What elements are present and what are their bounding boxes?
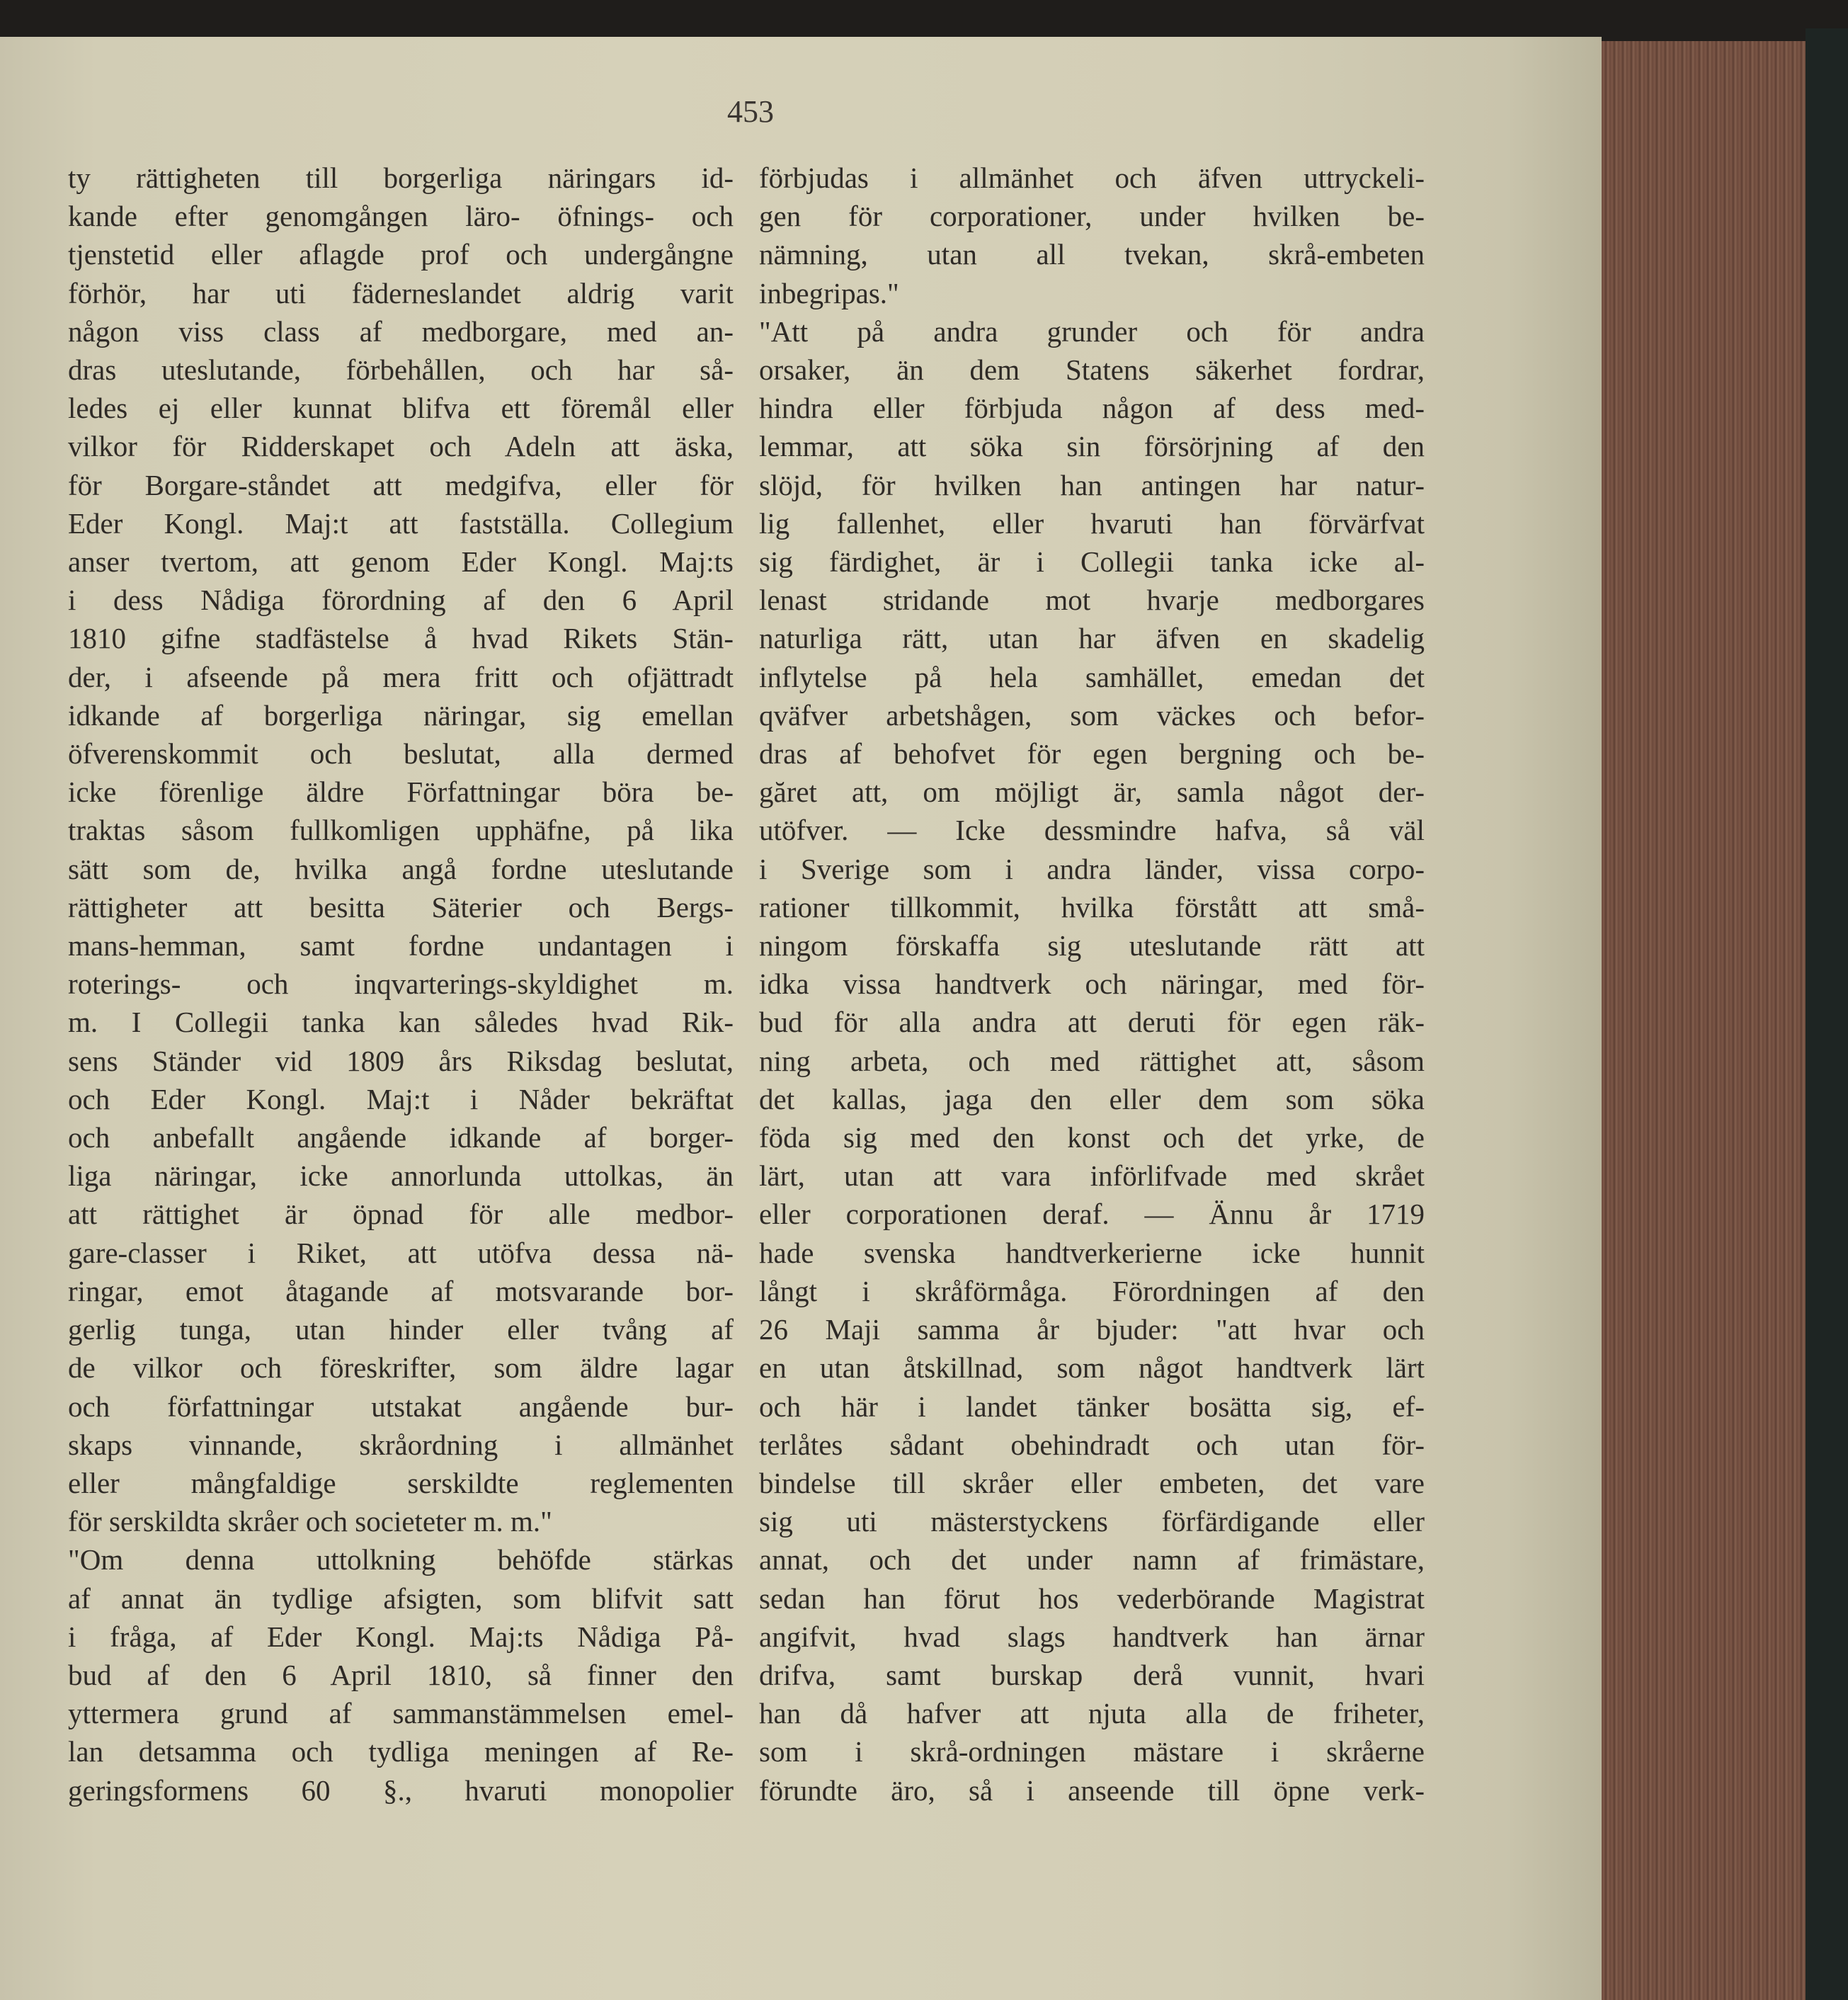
- text-line: eller corporationen deraf. — Ännu år 1719: [759, 1198, 1425, 1231]
- text-line: angifvit, hvad slags handtverk han ärnar: [759, 1620, 1425, 1653]
- text-line: rättigheter att besitta Säterier och Bergs-: [68, 890, 734, 924]
- text-line: ty rättigheten till borgerliga näringars id-: [68, 161, 734, 194]
- text-line: dras uteslutande, förbehållen, och har så-: [68, 353, 734, 387]
- text-line: utöfver. — Icke dessmindre hafva, så väl: [759, 814, 1425, 847]
- text-line: i Sverige som i andra länder, vissa corpo-: [759, 852, 1425, 885]
- text-line: och här i landet tänker bosätta sig, ef-: [759, 1390, 1425, 1423]
- text-line: gen för corporationer, under hvilken be-: [759, 200, 1425, 233]
- text-line: och Eder Kongl. Maj:t i Nåder bekräftat: [68, 1082, 734, 1115]
- text-line: som i skrå-ordningen mästare i skråerne: [759, 1735, 1425, 1768]
- text-line: yttermera grund af sammanstämmelsen emel-: [68, 1697, 734, 1730]
- text-line: "Om denna uttolkning behöfde stärkas: [68, 1543, 734, 1576]
- text-line: slöjd, för hvilken han antingen har natur-: [759, 468, 1425, 501]
- text-line: inflytelse på hela samhället, emedan det: [759, 660, 1425, 693]
- text-line: 1810 gifne stadfästelse å hvad Rikets Stän-: [68, 622, 734, 655]
- text-line: eller mångfaldige serskildte reglementen: [68, 1466, 734, 1499]
- text-line: hade svenska handtverkerierne icke hunnit: [759, 1236, 1425, 1269]
- text-line: föda sig med den konst och det yrke, de: [759, 1121, 1425, 1154]
- text-line: sens Ständer vid 1809 års Riksdag beslutat,: [68, 1044, 734, 1077]
- text-line: vilkor för Ridderskapet och Adeln att äska,: [68, 430, 734, 463]
- text-line: ringar, emot åtagande af motsvarande bor-: [68, 1274, 734, 1307]
- text-line: terlåtes sådant obehindradt och utan för-: [759, 1428, 1425, 1461]
- text-line: lan detsamma och tydliga meningen af Re-: [68, 1735, 734, 1768]
- text-line: inbegripas.": [759, 276, 899, 309]
- text-line: af annat än tydlige afsigten, som blifvit satt: [68, 1581, 734, 1615]
- text-line: qväfver arbetshågen, som väckes och befor-: [759, 698, 1425, 732]
- text-line: gare-classer i Riket, att utöfva dessa nä-: [68, 1236, 734, 1269]
- text-line: skaps vinnande, skråordning i allmänhet: [68, 1428, 734, 1461]
- text-line: ledes ej eller kunnat blifva ett föremål eller: [68, 392, 734, 425]
- text-line: Eder Kongl. Maj:t att fastställa. Collegium: [68, 506, 734, 540]
- text-line: sig färdighet, är i Collegii tanka icke al-: [759, 545, 1425, 579]
- text-line: bud för alla andra att deruti för egen räk-: [759, 1006, 1425, 1039]
- text-line: geringsformens 60 §., hvaruti monopolier: [68, 1773, 734, 1807]
- book-cover: [1806, 28, 1848, 2000]
- text-line: rationer tillkommit, hvilka förstått att små-: [759, 890, 1425, 924]
- right-text-column: [759, 159, 1425, 1809]
- text-line: i dess Nådiga förordning af den 6 April: [68, 584, 734, 617]
- text-line: förhör, har uti fäderneslandet aldrig varit: [68, 276, 734, 309]
- text-line: dras af behofvet för egen bergning och be-: [759, 737, 1425, 771]
- text-line: öfverenskommit och beslutat, alla dermed: [68, 737, 734, 771]
- text-line: bud af den 6 April 1810, så finner den: [68, 1658, 734, 1691]
- text-line: tjenstetid eller aflagde prof och undergångne: [68, 238, 734, 271]
- text-line: lig fallenhet, eller hvaruti han förvärfvat: [759, 506, 1425, 540]
- text-line: för serskildta skråer och societeter m. m.": [68, 1505, 552, 1538]
- left-text-column: [68, 159, 734, 1809]
- page-number: 453: [727, 94, 774, 129]
- text-line: 26 Maji samma år bjuder: "att hvar och: [759, 1313, 1425, 1346]
- text-line: naturliga rätt, utan har äfven en skadelig: [759, 622, 1425, 655]
- text-line: bindelse till skråer eller embeten, det vare: [759, 1466, 1425, 1499]
- text-line: och författningar utstakat angående bur-: [68, 1390, 734, 1423]
- text-line: mans-hemman, samt fordne undantagen i: [68, 929, 734, 962]
- text-line: i fråga, af Eder Kongl. Maj:ts Nådiga På-: [68, 1620, 734, 1653]
- text-line: orsaker, än dem Statens säkerhet fordrar,: [759, 353, 1425, 387]
- text-line: han då hafver att njuta alla de friheter,: [759, 1697, 1425, 1730]
- text-line: sedan han förut hos vederbörande Magistrat: [759, 1581, 1425, 1615]
- text-line: det kallas, jaga den eller dem som söka: [759, 1082, 1425, 1115]
- text-line: anser tvertom, att genom Eder Kongl. Maj:ts: [68, 545, 734, 579]
- text-line: annat, och det under namn af frimästare,: [759, 1543, 1425, 1576]
- text-line: att rättighet är öpnad för alle medbor-: [68, 1198, 734, 1231]
- text-line: "Att på andra grunder och för andra: [759, 314, 1425, 348]
- text-line: lenast stridande mot hvarje medborgares: [759, 584, 1425, 617]
- text-line: långt i skråförmåga. Förordningen af den: [759, 1274, 1425, 1307]
- text-line: lärt, utan att vara införlifvade med skrået: [759, 1159, 1425, 1193]
- text-line: găret att, om möjligt är, samla något der-: [759, 775, 1425, 809]
- text-line: förbjudas i allmänhet och äfven uttryckeli-: [759, 161, 1425, 194]
- text-line: gerlig tunga, utan hinder eller tvång af: [68, 1313, 734, 1346]
- text-line: m. I Collegii tanka kan således hvad Rik-: [68, 1006, 734, 1039]
- text-line: icke förenlige äldre Författningar böra be-: [68, 775, 734, 809]
- text-line: förundte äro, så i anseende till öpne verk-: [759, 1773, 1425, 1807]
- text-line: sig uti mästerstyckens förfärdigande eller: [759, 1505, 1425, 1538]
- scanner-background: [0, 0, 1848, 41]
- text-line: idka vissa handtverk och näringar, med för-: [759, 967, 1425, 1001]
- text-line: och anbefallt angående idkande af borger-: [68, 1121, 734, 1154]
- text-line: roterings- och inqvarterings-skyldighet m.: [68, 967, 734, 1001]
- text-line: ningom förskaffa sig uteslutande rätt att: [759, 929, 1425, 962]
- text-line: liga näringar, icke annorlunda uttolkas, än: [68, 1159, 734, 1193]
- text-line: ning arbeta, och med rättighet att, såsom: [759, 1044, 1425, 1077]
- text-line: sätt som de, hvilka angå fordne uteslutande: [68, 852, 734, 885]
- text-line: för Borgare-ståndet att medgifva, eller för: [68, 468, 734, 501]
- text-line: lemmar, att söka sin försörjning af den: [759, 430, 1425, 463]
- text-line: någon viss class af medborgare, med an-: [68, 314, 734, 348]
- text-line: idkande af borgerliga näringar, sig emellan: [68, 698, 734, 732]
- text-line: drifva, samt burskap derå vunnit, hvari: [759, 1658, 1425, 1691]
- text-line: der, i afseende på mera fritt och ofjättradt: [68, 660, 734, 693]
- text-line: kande efter genomgången läro- öfnings- och: [68, 200, 734, 233]
- page-edges: [1602, 41, 1806, 2000]
- text-line: en utan åtskillnad, som något handtverk lärt: [759, 1351, 1425, 1385]
- text-line: de vilkor och föreskrifter, som äldre lagar: [68, 1351, 734, 1385]
- text-line: hindra eller förbjuda någon af dess med-: [759, 392, 1425, 425]
- text-line: nämning, utan all tvekan, skrå-embeten: [759, 238, 1425, 271]
- text-line: traktas såsom fullkomligen upphäfne, på lika: [68, 814, 734, 847]
